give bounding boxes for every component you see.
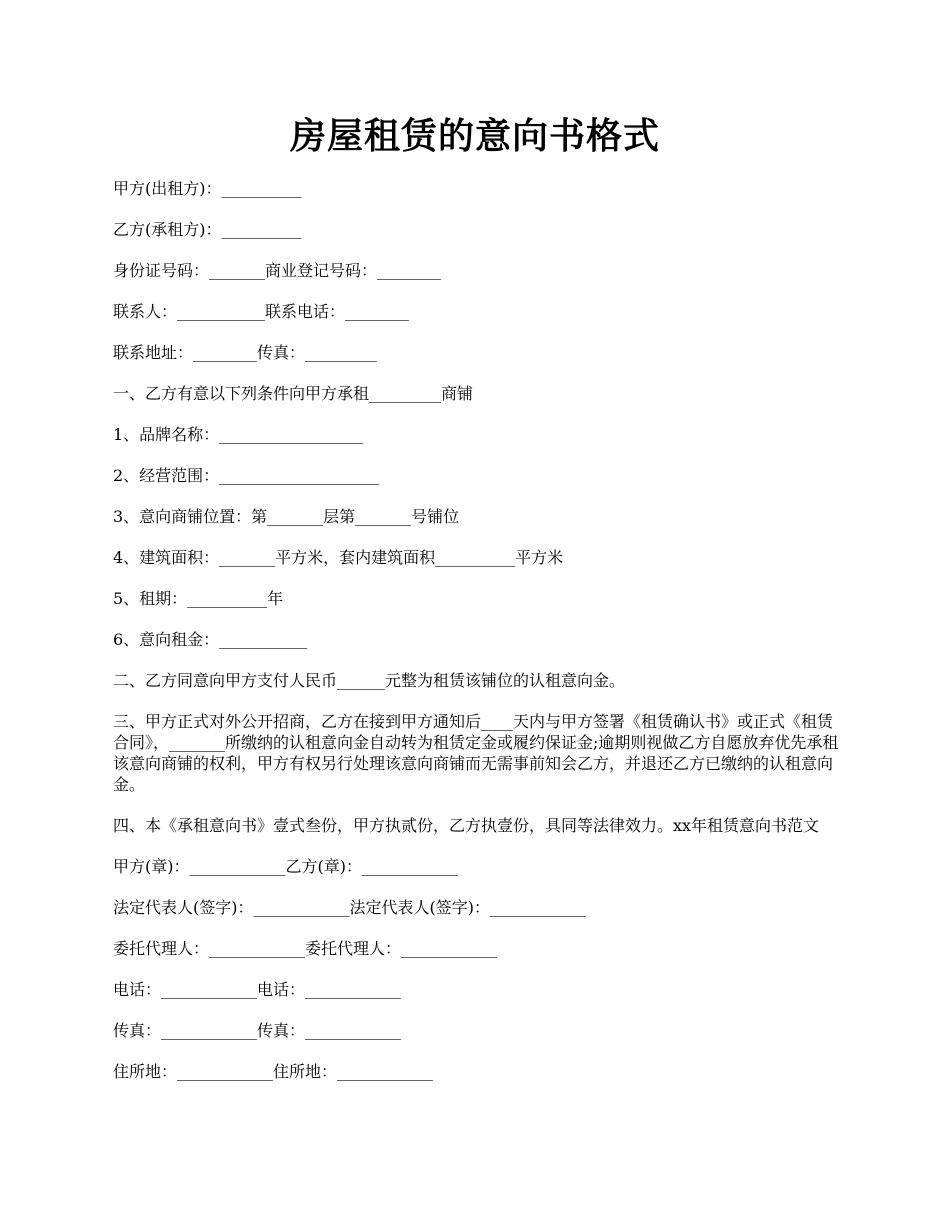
- contact-person-and-phone: 联系人：___________联系电话：________: [113, 302, 410, 321]
- document-title: 房屋租赁的意向书格式: [289, 115, 660, 157]
- signature-address: 住所地：____________住所地：____________: [113, 1062, 434, 1081]
- document-body: [113, 178, 843, 1102]
- item-shop-location: 3、意向商铺位置：第_______层第_______号铺位: [113, 507, 460, 526]
- clause-2-deposit: 二、乙方同意向甲方支付人民币______元整为租赁该铺位的认租意向金。: [113, 671, 626, 690]
- signature-legal-representative: 法定代表人(签字)：____________法定代表人(签字)：____________: [113, 898, 586, 917]
- item-floor-area: 4、建筑面积：_______平方米，套内建筑面积__________平方米: [113, 548, 564, 567]
- signature-fax: 传真：____________传真：____________: [113, 1021, 402, 1040]
- item-business-scope: 2、经营范围：____________________: [113, 466, 380, 485]
- clause-4-copies: 四、本《承租意向书》壹式叁份，甲方执贰份，乙方执壹份，具同等法律效力。xx年租赁意向书范文: [113, 816, 820, 835]
- party-b-lessee: 乙方(承租方)：__________: [113, 220, 302, 239]
- signature-phone: 电话：____________电话：____________: [113, 980, 402, 999]
- party-a-lessor: 甲方(出租方)：__________: [113, 179, 302, 198]
- contact-address-and-fax: 联系地址：________传真：_________: [113, 343, 378, 362]
- id-and-business-registration: 身份证号码：_______商业登记号码：________: [113, 261, 442, 280]
- item-brand-name: 1、品牌名称：__________________: [113, 425, 364, 444]
- signature-seal: 甲方(章)：____________乙方(章)：____________: [113, 857, 458, 876]
- clause-1-intent: 一、乙方有意以下列条件向甲方承租_________商铺: [113, 384, 474, 403]
- item-intended-rent: 6、意向租金：___________: [113, 630, 308, 649]
- item-lease-term: 5、租期：__________年: [113, 589, 284, 608]
- clause-3-signing: 三、甲方正式对外公开招商，乙方在接到甲方通知后____天内与甲方签署《租赁确认书》或正式《租赁合同》，_______所缴纳的认租意向金自动转为租赁定金或履约保证金;逾期则视做乙方自愿放弃优先承租该意向商铺的权利，甲方有权另行处理该意向商铺而无需事前知会乙方，并退还乙方已缴纳的认租意向金。: [113, 712, 839, 794]
- signature-authorized-agent: 委托代理人：____________委托代理人：____________: [113, 939, 498, 958]
